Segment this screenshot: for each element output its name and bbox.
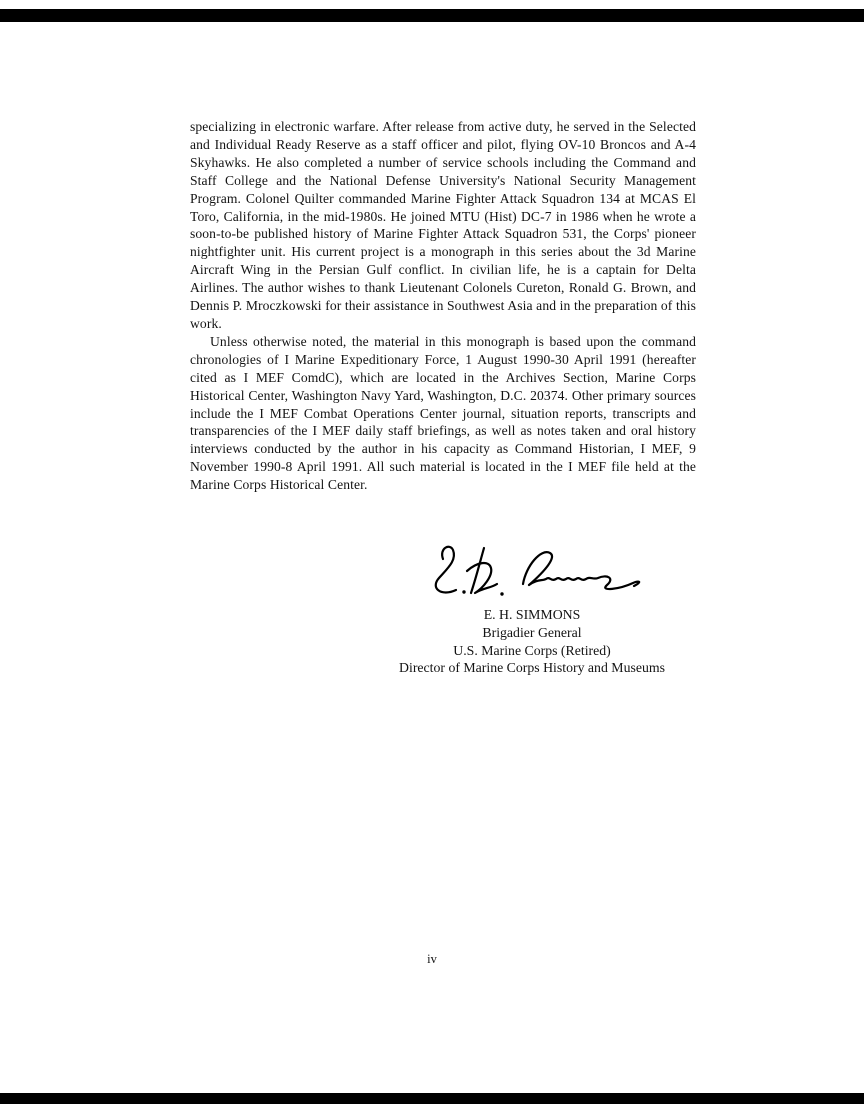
paragraph-author-bio: specializing in electronic warfare. After release from active duty, he served in the Selected and Individual Ready Reserve as a staff officer and pilot, flying OV-10 Broncos and A-4 Skyhawks. He also completed a number of service schools including the Command and Staff College and the National Defense University's National Security Management Program. Colonel Quilter commanded Marine Fighter Attack Squadron 134 at MCAS El Toro, California, in the mid-1980s. He joined MTU (Hist) DC-7 in 1986 when he wrote a soon-to-be published history of Marine Fighter Attack Squadron 531, the Corps' pioneer nightfighter unit. His current project is a monograph in this series about the 3d Marine Aircraft Wing in the Persian Gulf conflict. In civilian life, he is a captain for Delta Airlines. The author wishes to thank Lieutenant Colonels Cureton, Ronald G. Brown, and Dennis P. Mroczkowski for their assistance in Southwest Asia and in the preparation of this work. <box>190 119 696 331</box>
signatory-title: Director of Marine Corps History and Museums <box>399 660 665 676</box>
body-text <box>190 118 696 494</box>
page-number: iv <box>427 952 437 966</box>
scan-artifact-top-bar <box>0 9 864 22</box>
signature-block <box>312 606 752 677</box>
scan-artifact-bottom-bar <box>0 1093 864 1104</box>
signatory-rank: Brigadier General <box>482 624 582 640</box>
handwritten-signature-icon <box>426 538 646 610</box>
signatory-service: U.S. Marine Corps (Retired) <box>453 642 611 658</box>
paragraph-sources-note: Unless otherwise noted, the material in this monograph is based upon the command chronologies of I Marine Expeditionary Force, 1 August 1990-30 April 1991 (hereafter cited as I MEF ComdC), which are located in the Archives Section, Marine Corps Historical Center, Washington Navy Yard, Washington, D.C. 20374. Other primary sources include the I MEF Combat Operations Center journal, situation reports, transcripts and transparencies of the I MEF daily staff briefings, as well as notes taken and oral history interviews conducted by the author in his capacity as Command Historian, I MEF, 9 November 1990-8 April 1991. All such material is located in the I MEF file held at the Marine Corps Historical Center. <box>190 333 696 493</box>
signatory-name: E. H. SIMMONS <box>483 607 581 622</box>
